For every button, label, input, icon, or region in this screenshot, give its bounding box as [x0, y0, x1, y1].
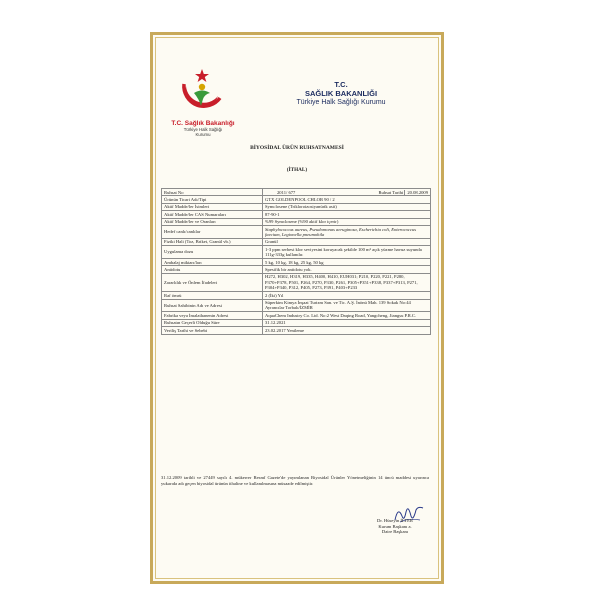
row-value: AquaChem Industry Co. Ltd. No:2 West Daqing Road, Yangcheng, Jiangsu P.R.C. [263, 312, 431, 319]
logo-title: T.C. Sağlık Bakanlığı [171, 120, 235, 127]
row-label: Raf ömrü [162, 292, 263, 299]
table-row [162, 238, 431, 245]
table-row [162, 327, 431, 334]
table-row [162, 203, 431, 210]
ruhsat-no-label: Ruhsat No [162, 189, 263, 196]
row-value: GTX GOLDENPOOL CHLOR 90 / 2 [263, 196, 431, 203]
row-label: Fiziki Hali (Toz, Briket, Granül vb.) [162, 238, 263, 245]
ruhsat-no-cell [263, 189, 431, 196]
row-label: Fabrika veya İmalathanenin Adresi [162, 312, 263, 319]
logo-subtitle-line2: Kurumu [195, 132, 211, 137]
row-value: 2 (İki) Yıl [263, 292, 431, 299]
row-label: Hedef canlı/canlılar [162, 226, 263, 239]
row-label: Zararlılık ve Önlem İfadeleri [162, 273, 263, 291]
table-row [162, 259, 431, 266]
row-label: Uygulama dozu [162, 246, 263, 259]
table-row [162, 292, 431, 299]
row-label: Ruhsatın Geçerli Olduğu Süre [162, 319, 263, 326]
table-row [162, 266, 431, 273]
row-value: 31.12.2021 [263, 319, 431, 326]
table-row [162, 218, 431, 225]
ministry-heading [246, 80, 436, 107]
table-row [162, 189, 431, 196]
ruhsat-tarihi-label: Ruhsat Tarihi [378, 189, 404, 195]
ruhsat-no-value: 2011/ 677 [277, 189, 296, 195]
table-row [162, 211, 431, 218]
signatory-title1: Kurum Başkanı a. [378, 523, 412, 529]
approval-text: 31.12.2009 tarihli ve 27449 sayılı 4. mükerrer Resmî Gazete'de yayımlanan Biyosidal Ürünler Yönetmeliğinin 14 üncü maddesi uyarınca yukarıda adı geçen biyosidal ürünün ithaline ve kullanılmasına müsaade edilmiştir. [161, 475, 429, 486]
certificate-page [160, 42, 434, 574]
table-row [162, 196, 431, 203]
document-subtitle: (İTHAL) [286, 167, 308, 173]
row-value: %99 Symclosene (%90 aktif klor içerir) [263, 218, 431, 225]
row-value: 23.02.2017 Yenileme [263, 327, 431, 334]
row-label: Aktif Madde/ler CAS Numaraları [162, 211, 263, 218]
row-value: H272, H302, H319, H335, H400, H410, EUH031; P210, P220, P221, P280, P370+P378, P501, P264, P270, P330, P261, P305+P351+P338, P337+P313, P271, P304+P340, P312, P405, P273, P391, P403+P233 [263, 273, 431, 291]
ruhsat-tarihi-group [378, 190, 428, 195]
row-label: Aktif Madde/ler ve Oranları [162, 218, 263, 225]
logo-subtitle-line1: Türkiye Halk Sağlığı [183, 127, 223, 132]
row-value: Staphylococcus aureus, Pseudomonas aeruginosa, Escherichia coli, Enterococcus faecium, Legionella pneumohila [263, 226, 431, 239]
ministry-line2: SAĞLIK BAKANLIĞI [304, 89, 378, 98]
table-row [162, 312, 431, 319]
row-label: Veriliş Tarihi ve Sebebi [162, 327, 263, 334]
signature-block [360, 518, 430, 535]
ministry-line3: Türkiye Halk Sağlığı Kurumu [296, 99, 386, 106]
document-title: BİYOSİDAL ÜRÜN RUHSATNAMESİ [250, 145, 344, 151]
row-value: Granül [263, 238, 431, 245]
table-row [162, 273, 431, 291]
license-table [161, 188, 431, 335]
table-row [162, 246, 431, 259]
row-value: Symclosene (Trikloroizosiyanürik asit) [263, 203, 431, 210]
ruhsat-tarihi-value: 20.08.2009 [404, 190, 428, 195]
row-value: 87-90-1 [263, 211, 431, 218]
row-value: 5 kg, 10 kg, 18 kg, 25 kg, 50 kg [263, 259, 431, 266]
signatory-title2: Daire Başkanı [381, 529, 409, 535]
row-label: Ürünün Ticari Adı/Tipi [162, 196, 263, 203]
signatory-name: Dr. Hüseyin İLTER [377, 518, 413, 523]
row-label: Ambalaj miktarı/ları [162, 259, 263, 266]
ministry-logo-icon [172, 66, 232, 118]
table-row [162, 299, 431, 312]
table-row [162, 319, 431, 326]
row-value: 1-3 ppm serbest klor seviyesini koruyacak şekilde 100 m³ açık yüzme havuz suyunda 111g-333g kullanılır. [263, 246, 431, 259]
row-label: Ruhsat Sahibinin Adı ve Adresi [162, 299, 263, 312]
row-label: Antidotu [162, 266, 263, 273]
row-value: Süperkim Kimya İnşaat Turizm San. ve Tic. A.Ş. İnönü Mah. 139 Sokak No:44 Ayrancılar Torbalı/İZMİR [263, 299, 431, 312]
ministry-line1: T.C. [334, 80, 348, 89]
row-value: Spesifik bir antidotu yok. [263, 266, 431, 273]
row-label: Aktif Madde/ler İsimleri [162, 203, 263, 210]
logo-caption [160, 120, 246, 137]
table-row [162, 226, 431, 239]
